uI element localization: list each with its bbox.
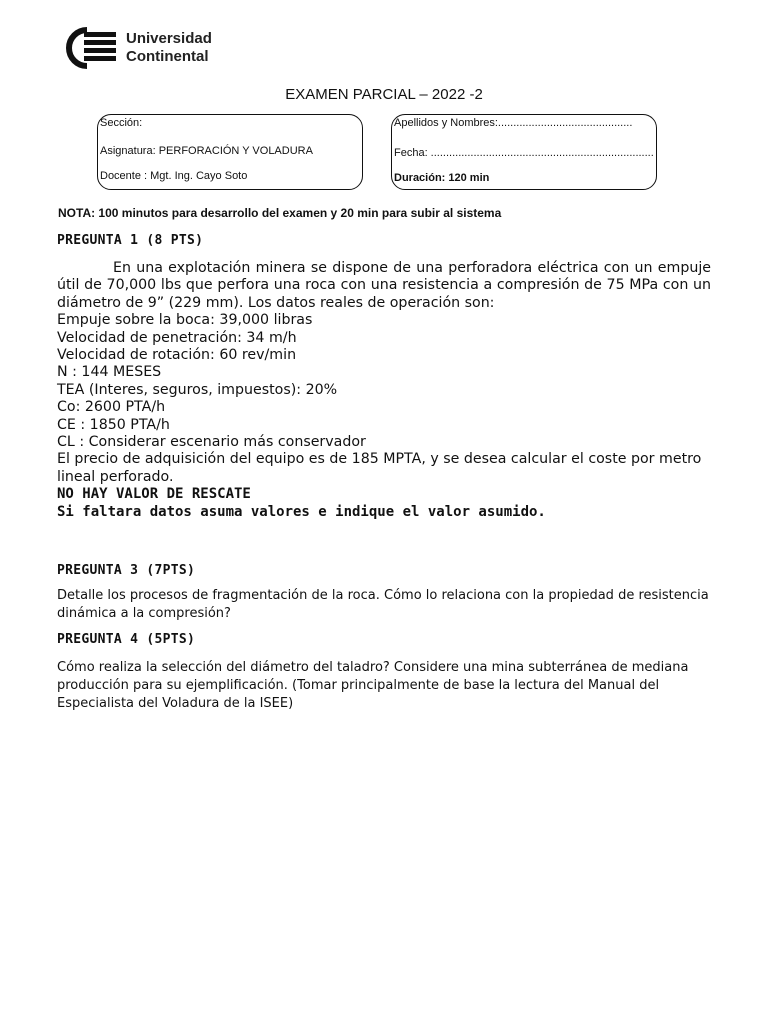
question-1-line: El precio de adquisición del equipo es de 185 MPTA, y se desea calcular el coste por metro lineal perforado. — [57, 451, 702, 485]
question-1-line: CE : 1850 PTA/h — [57, 416, 170, 433]
exam-title: EXAMEN PARCIAL – 2022 -2 — [285, 86, 483, 103]
question-4-heading: PREGUNTA 4 (5PTS) — [57, 632, 196, 647]
student-info-box — [391, 114, 657, 190]
exam-note: NOTA: 100 minutos para desarrollo del examen y 20 min para subir al sistema — [58, 206, 502, 220]
logo-line-2: Continental — [126, 48, 209, 65]
question-1-note-rescate: NO HAY VALOR DE RESCATE — [57, 486, 251, 503]
apellidos-field: Apellidos y Nombres:............................................ — [394, 117, 633, 129]
question-1-line: Empuje sobre la boca: 39,000 libras — [57, 312, 313, 329]
question-1-body — [57, 260, 711, 521]
question-1-heading: PREGUNTA 1 (8 PTS) — [57, 233, 204, 248]
duracion-field: Duración: 120 min — [394, 172, 490, 184]
question-1-line: CL : Considerar escenario más conservador — [57, 434, 366, 451]
question-3-text: Detalle los procesos de fragmentación de la roca. Cómo lo relaciona con la propiedad de resistencia dinámica a la compresión? — [57, 588, 709, 621]
question-3-heading: PREGUNTA 3 (7PTS) — [57, 563, 196, 578]
docente-field: Docente : Mgt. Ing. Cayo Soto — [100, 170, 248, 182]
question-1-line: Velocidad de rotación: 60 rev/min — [57, 347, 297, 364]
fecha-field: Fecha: ......................................................................... — [394, 147, 654, 159]
question-4-text: Cómo realiza la selección del diámetro del taladro? Considere una mina subterránea de mediana producción para su ejemplificación. (Tomar principalmente de base la lectura del Manual del Especialista del Voladura de la ISEE) — [57, 660, 689, 711]
seccion-field: Sección: — [100, 117, 143, 129]
question-1-line: Velocidad de penetración: 34 m/h — [57, 329, 297, 346]
question-1-line: TEA (Interes, seguros, impuestos): 20% — [57, 381, 338, 398]
logo — [60, 26, 212, 70]
question-1-line: N : 144 MESES — [57, 364, 162, 381]
logo-text — [126, 30, 212, 66]
question-1-intro: En una explotación minera se dispone de una perforadora eléctrica con un empuje útil de 70,000 lbs que perfora una roca con una resistencia a compresión de 75 MPa con un diámetro de 9” (229 mm). Los datos reales de operación son: — [57, 260, 711, 311]
course-info-box — [97, 114, 363, 190]
question-1-note-asuma: Si faltara datos asuma valores e indique el valor asumido. — [57, 503, 546, 520]
logo-line-1: Universidad — [126, 30, 212, 47]
asignatura-field: Asignatura: PERFORACIÓN Y VOLADURA — [100, 145, 313, 157]
question-1-line: Co: 2600 PTA/h — [57, 399, 166, 416]
universidad-continental-logo-icon — [60, 26, 118, 70]
